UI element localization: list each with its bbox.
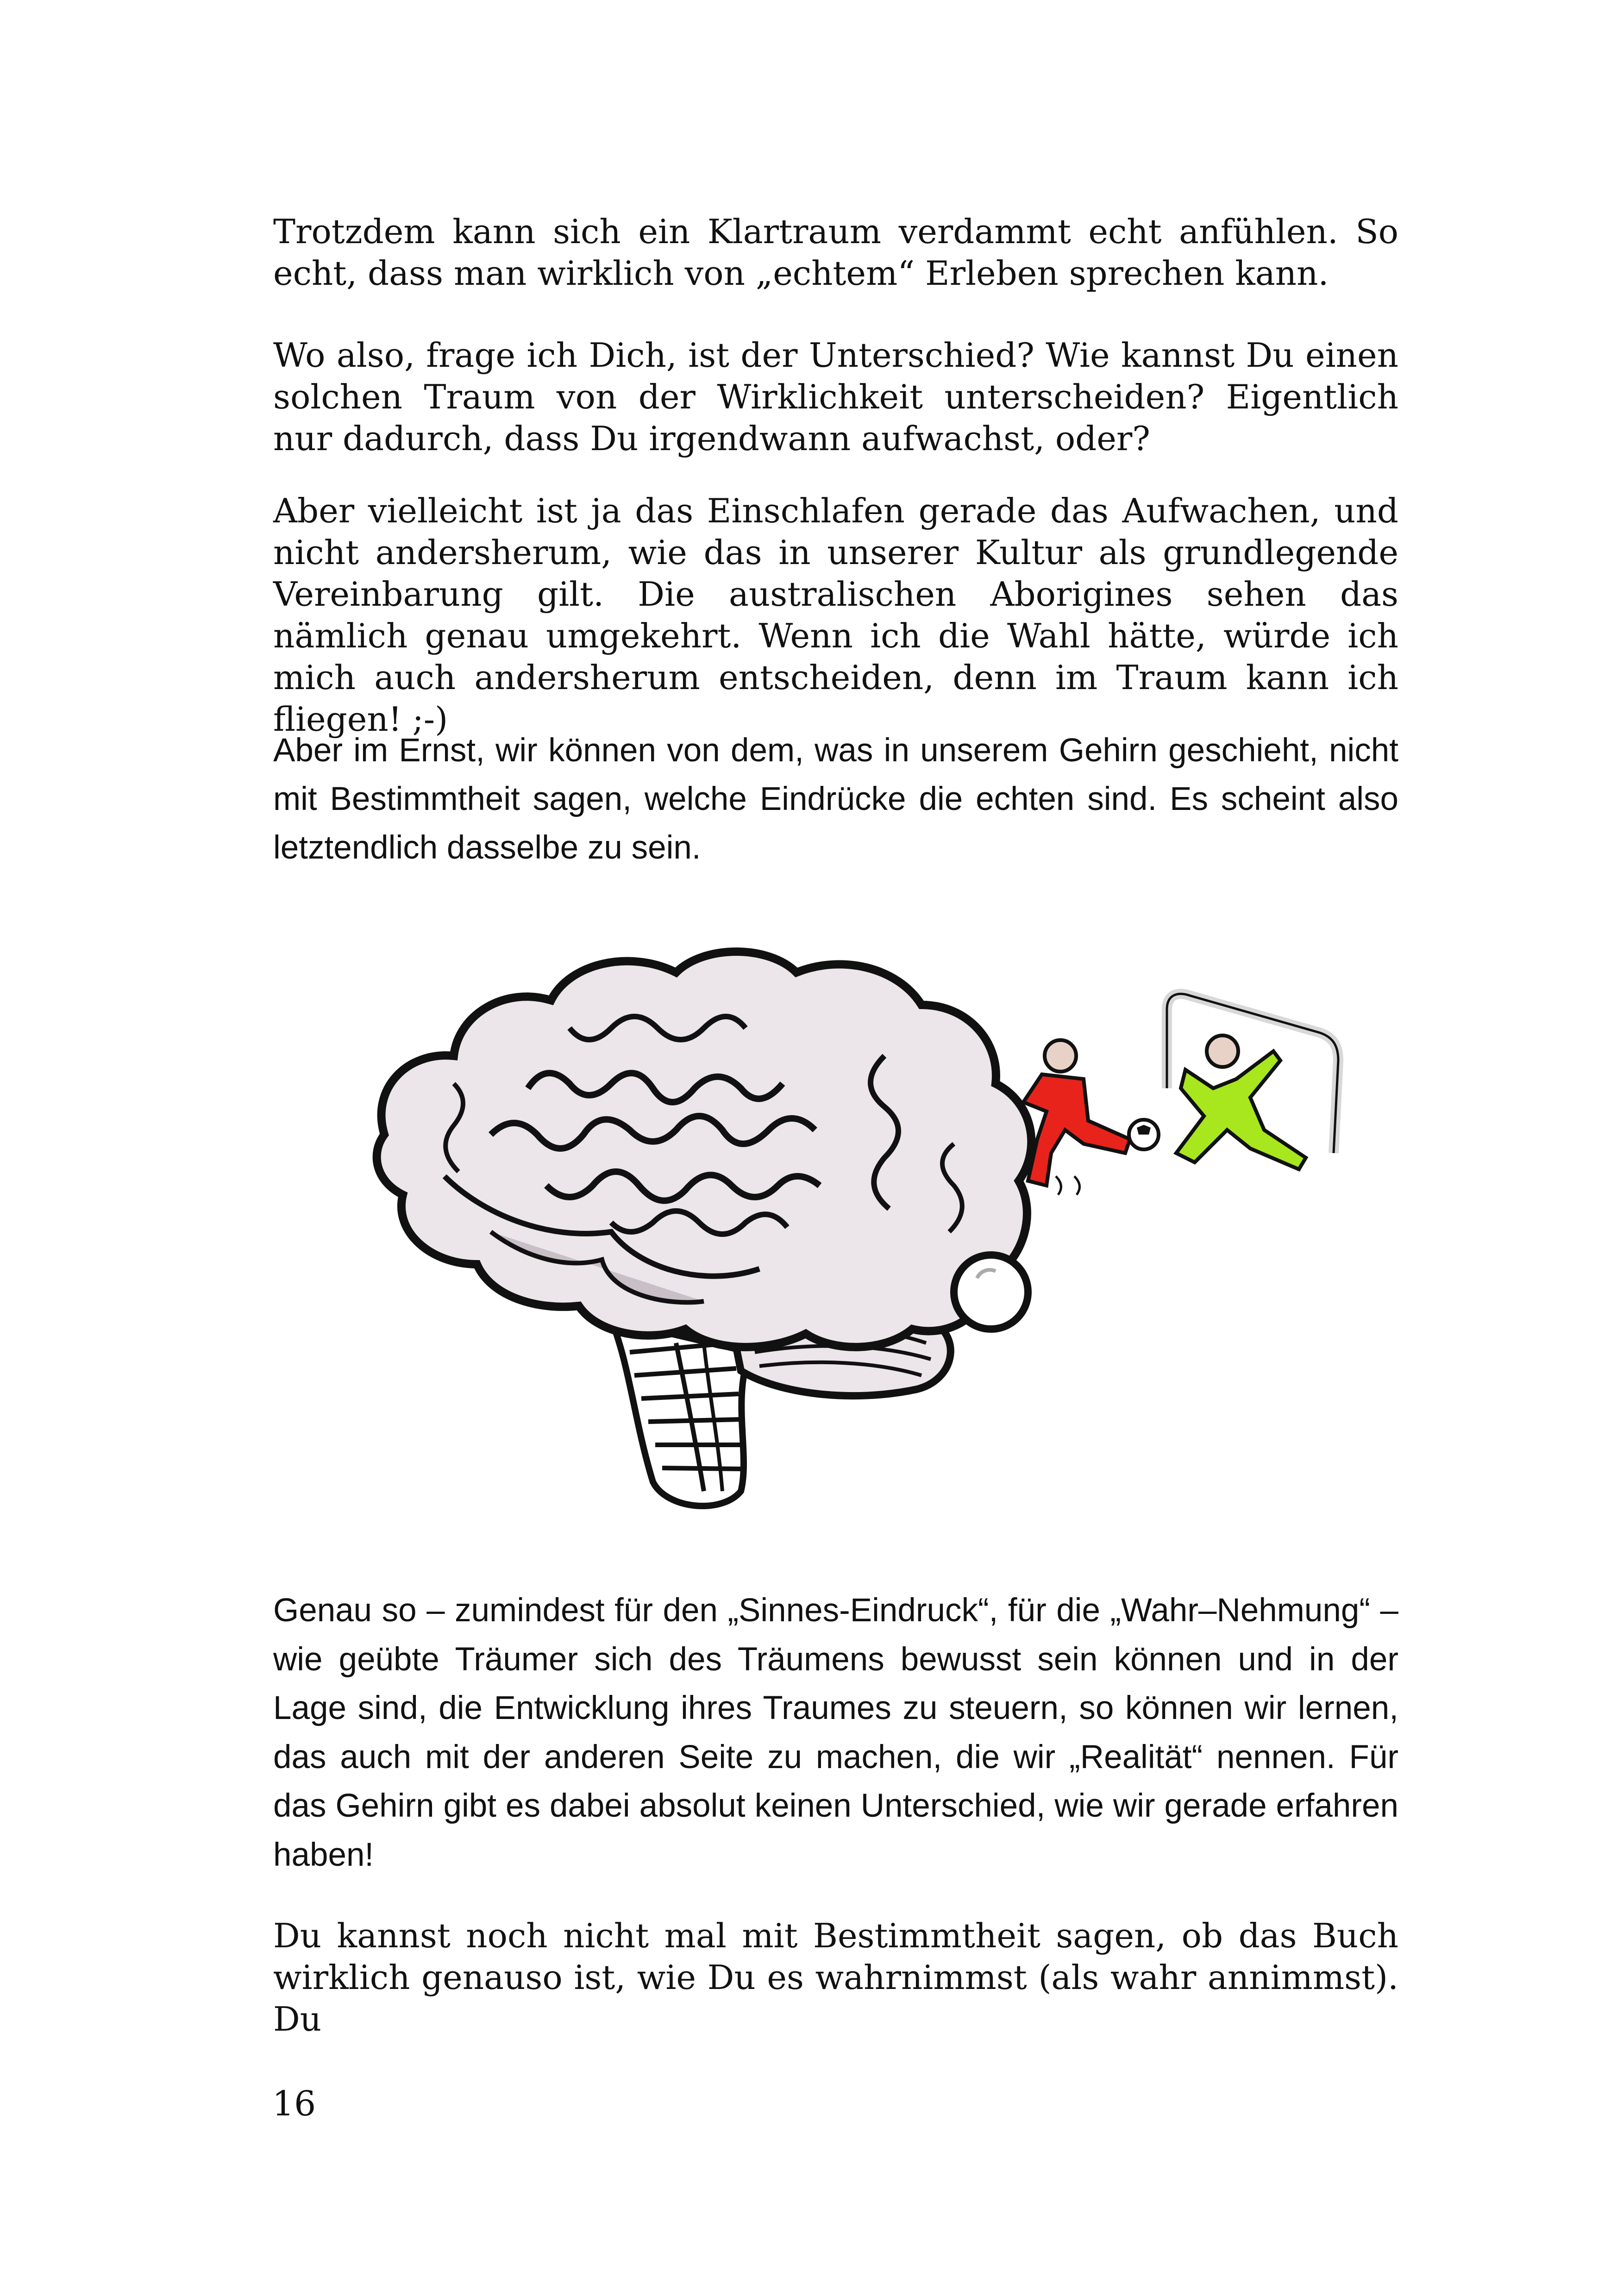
soccer-ball <box>1129 1120 1159 1149</box>
paragraph-3: Aber vielleicht ist ja das Einschlafen gerade das Aufwachen, und nicht andersherum, wie das in unserer Kultur als grundlegende Vereinbarung gilt. Die australischen Aborigines sehen das nämlich genau umgekehrt. Wenn ich die Wahl hätte, würde ich mich auch andersherum entscheiden, denn im Traum kann ich fliegen! ;-) <box>273 491 1398 739</box>
red-player <box>1023 1040 1130 1195</box>
paragraph-5: Genau so – zumindest für den „Sinnes-Eindruck“, für die „Wahr–Nehmung“ – wie geübte Träumer sich des Träumens bewusst sein können und in der Lage sind, die Entwicklung ihres Traumes zu steuern, so können wir lernen, das auch mit der anderen Seite zu machen, die wir „Realität“ nennen. Für das Gehirn gibt es dabei absolut keinen Unterschied, wie wir gerade erfahren haben! <box>273 1592 1398 1873</box>
page-number: 16 <box>272 2084 316 2124</box>
green-keeper <box>1176 1035 1306 1169</box>
brain-illustration <box>352 935 1389 1519</box>
paragraph-1: Trotzdem kann sich ein Klartraum verdammt echt anfühlen. So echt, dass man wirklich von „echtem“ Erleben sprechen kann. <box>273 212 1398 293</box>
paragraph-4: Aber im Ernst, wir können von dem, was in unserem Gehirn geschieht, nicht mit Bestimmtheit sagen, welche Eindrücke die echten sind. Es scheint also letztendlich dasselbe zu sein. <box>273 732 1398 866</box>
brain <box>377 952 1032 1347</box>
paragraph-2: Wo also, frage ich Dich, ist der Unterschied? Wie kannst Du einen solchen Traum von der Wirklichkeit unterscheiden? Eigentlich nur dadurch, dass Du irgendwann aufwachst, oder? <box>273 336 1398 458</box>
paragraph-6: Du kannst noch nicht mal mit Bestimmtheit sagen, ob das Buch wirklich genauso ist, wie Du es wahrnimmst (als wahr annimmst). Du <box>273 1916 1398 2039</box>
eye-ball <box>954 1255 1028 1329</box>
